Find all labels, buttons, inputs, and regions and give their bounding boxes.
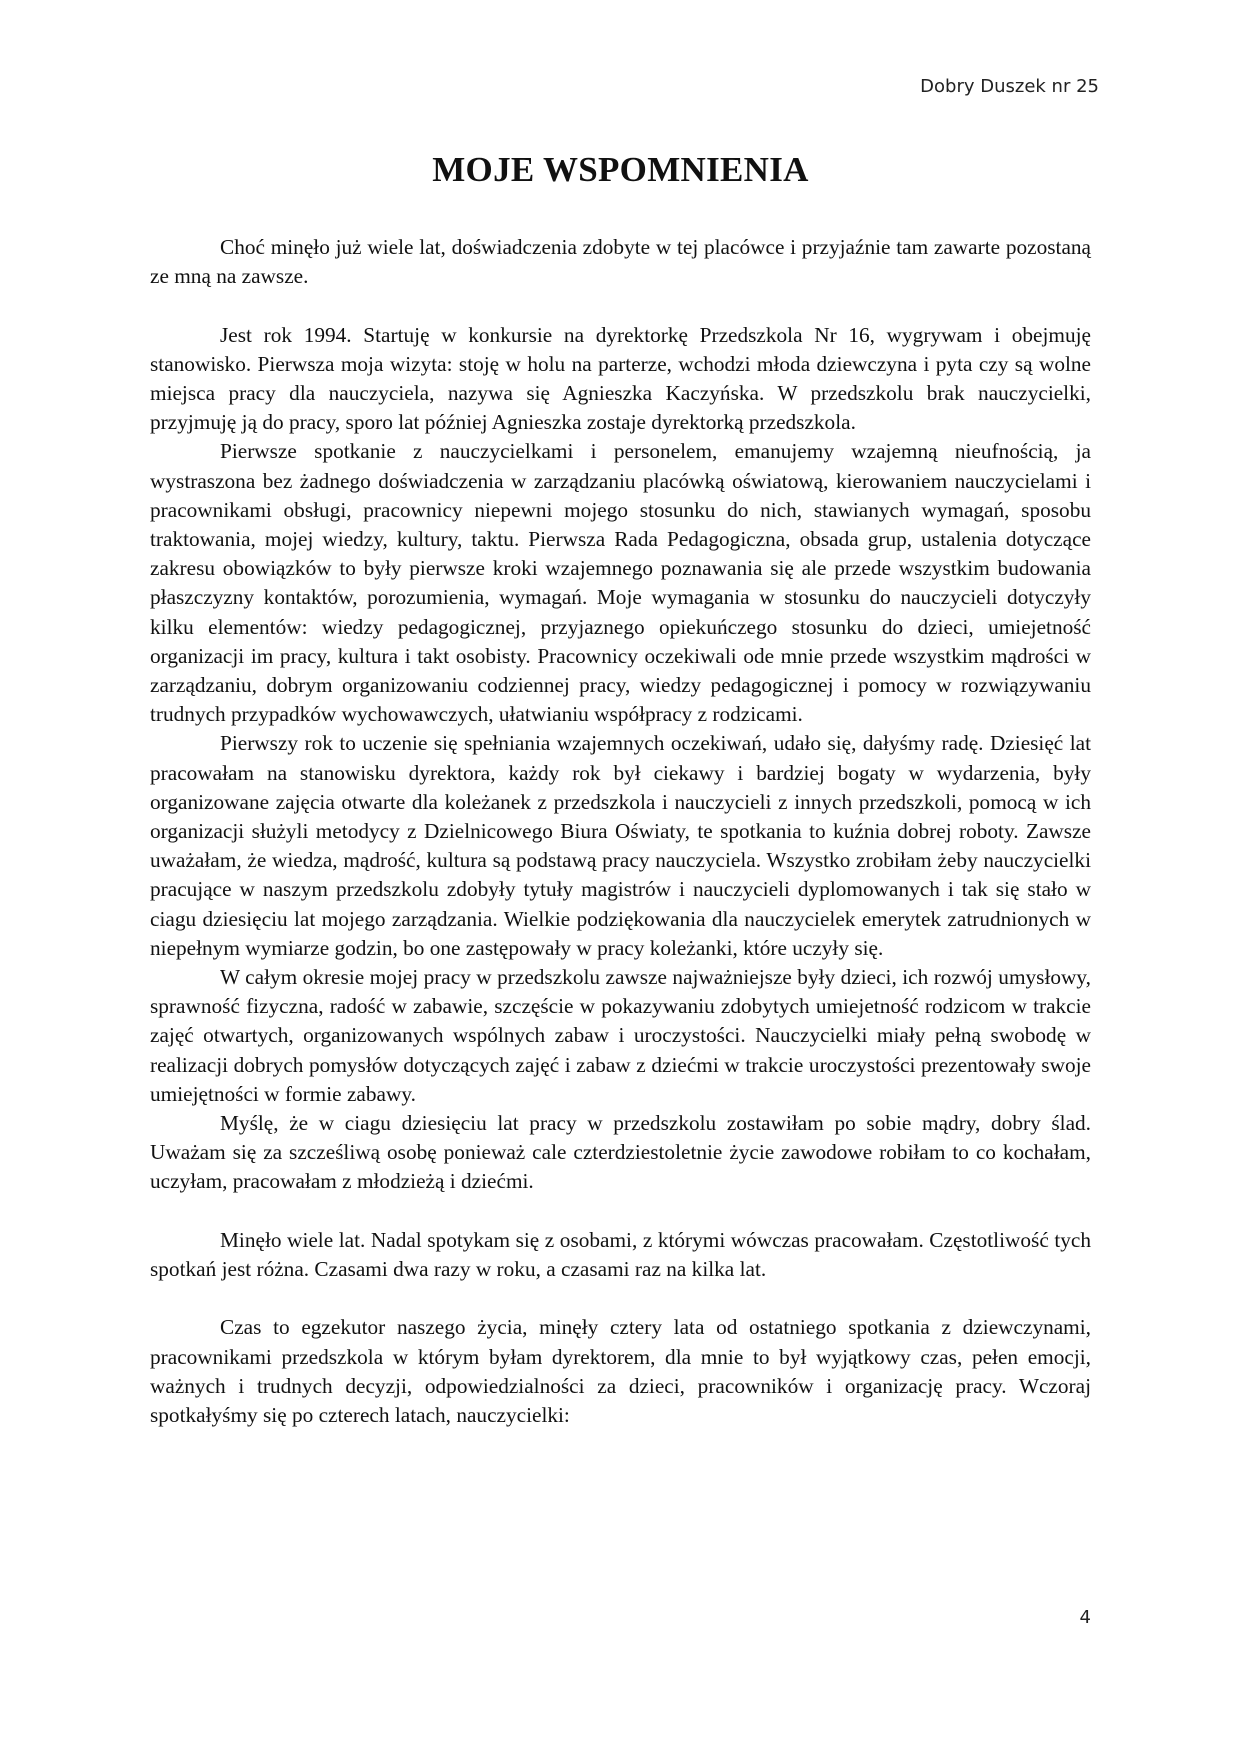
paragraph: Pierwsze spotkanie z nauczycielkami i personelem, emanujemy wzajemną nieufnością, ja wystraszona bez żadnego doświadczenia w zarządzaniu placówką oświatową, kierowaniem nauczycielami i pracownikami obsługi, pracownicy niepewni mojego stosunku do nich, stawianych wymagań, sposobu traktowania, mojej wiedzy, kultury, taktu. Pierwsza Rada Pedagogiczna, obsada grup, ustalenia dotyczące zakresu obowiązków to były pierwsze kroki wzajemnego poznawania się ale przede wszystkim budowania płaszczyzny kontaktów, porozumienia, wymagań. Moje wymagania w stosunku do nauczycieli dotyczyły kilku elementów: wiedzy pedagogicznej, przyjaznego opiekuńczego stosunku do dzieci, umiejetność organizacji im pracy, kultura i takt osobisty. Pracownicy oczekiwali ode mnie przede wszystkim mądrości w zarządzaniu, dobrym organizowaniu codziennej pracy, wiedzy pedagogicznej i pomocy w rozwiązywaniu trudnych przypadków wychowawczych, ułatwianiu współpracy z rodzicami. xyxy=(150,439,1091,727)
page-number: 4 xyxy=(1079,1607,1091,1628)
paragraph: W całym okresie mojej pracy w przedszkolu zawsze najważniejsze były dzieci, ich rozwój umysłowy, sprawność fizyczna, radość w zabawie, szczęście w pokazywaniu zdobytych umiejetność rodzicom w trakcie zajęć otwartych, organizowanych wspólnych zabaw i uroczystości. Nauczycielki miały pełną swobodę w realizacji dobrych pomysłów dotyczących zajęć i zabaw z dziećmi w trakcie uroczystości prezentowały swoje umiejętności w formie zabawy. xyxy=(150,965,1091,1106)
running-header: Dobry Duszek nr 25 xyxy=(920,76,1099,97)
paragraph: Myślę, że w ciagu dziesięciu lat pracy w przedszkolu zostawiłam po sobie mądry, dobry ślad. Uważam się za szcześliwą osobę ponieważ cale czterdziestoletnie życie zawodowe robiłam to co kochałam, uczyłam, pracowałam z młodzieżą i dziećmi. xyxy=(150,1111,1091,1194)
paragraph: Choć minęło już wiele lat, doświadczenia zdobyte w tej placówce i przyjaźnie tam zawarte pozostaną ze mną na zawsze. xyxy=(150,235,1091,289)
paragraph: Minęło wiele lat. Nadal spotykam się z osobami, z którymi wówczas pracowałam. Częstotliwość tych spotkań jest różna. Czasami dwa razy w roku, a czasami raz na kilka lat. xyxy=(150,1227,1091,1282)
paragraph: Pierwszy rok to uczenie się spełniania wzajemnych oczekiwań, udało się, dałyśmy radę. Dziesięć lat pracowałam na stanowisku dyrektora, każdy rok był ciekawy i bardziej bogaty w wydarzenia, były organizowane zajęcia otwarte dla koleżanek z przedszkola i nauczycieli z innych przedszkoli, pomocą w ich organizacji służyli metodycy z Dzielnicowego Biura Oświaty, te spotkania to kuźnia dobrej roboty. Zawsze uważałam, że wiedza, mądrość, kultura są podstawą pracy nauczyciela. Wszystko zrobiłam żeby nauczycielki pracujące w naszym przedszkolu zdobyły tytuły magistrów i nauczycieli dyplomowanych i tak się stało w ciagu dziesięciu lat mojego zarządzania. Wielkie podziękowania dla nauczycielek emerytek zatrudnionych w niepełnym wymiarze godzin, bo one zastępowały w pracy koleżanki, które uczyły się. xyxy=(150,731,1091,960)
article-body xyxy=(150,233,1091,1430)
article-title: MOJE WSPOMNIENIA xyxy=(432,150,809,189)
paragraph: Czas to egzekutor naszego życia, minęły cztery lata od ostatniego spotkania z dziewczynami, pracownikami przedszkola w którym byłam dyrektorem, dla mnie to był wyjątkowy czas, pełen emocji, ważnych i trudnych decyzji, odpowiedzialności za dzieci, pracowników i organizację pracy. Wczoraj spotkałyśmy się po czterech latach, nauczycielki: xyxy=(150,1315,1091,1428)
paragraph: Jest rok 1994. Startuję w konkursie na dyrektorkę Przedszkola Nr 16, wygrywam i obejmuję stanowisko. Pierwsza moja wizyta: stoję w holu na parterze, wchodzi młoda dziewczyna i pyta czy są wolne miejsca pracy dla nauczyciela, nazywa się Agnieszka Kaczyńska. W przedszkolu brak nauczycielki, przyjmuję ją do pracy, sporo lat później Agnieszka zostaje dyrektorką przedszkola. xyxy=(150,322,1091,435)
